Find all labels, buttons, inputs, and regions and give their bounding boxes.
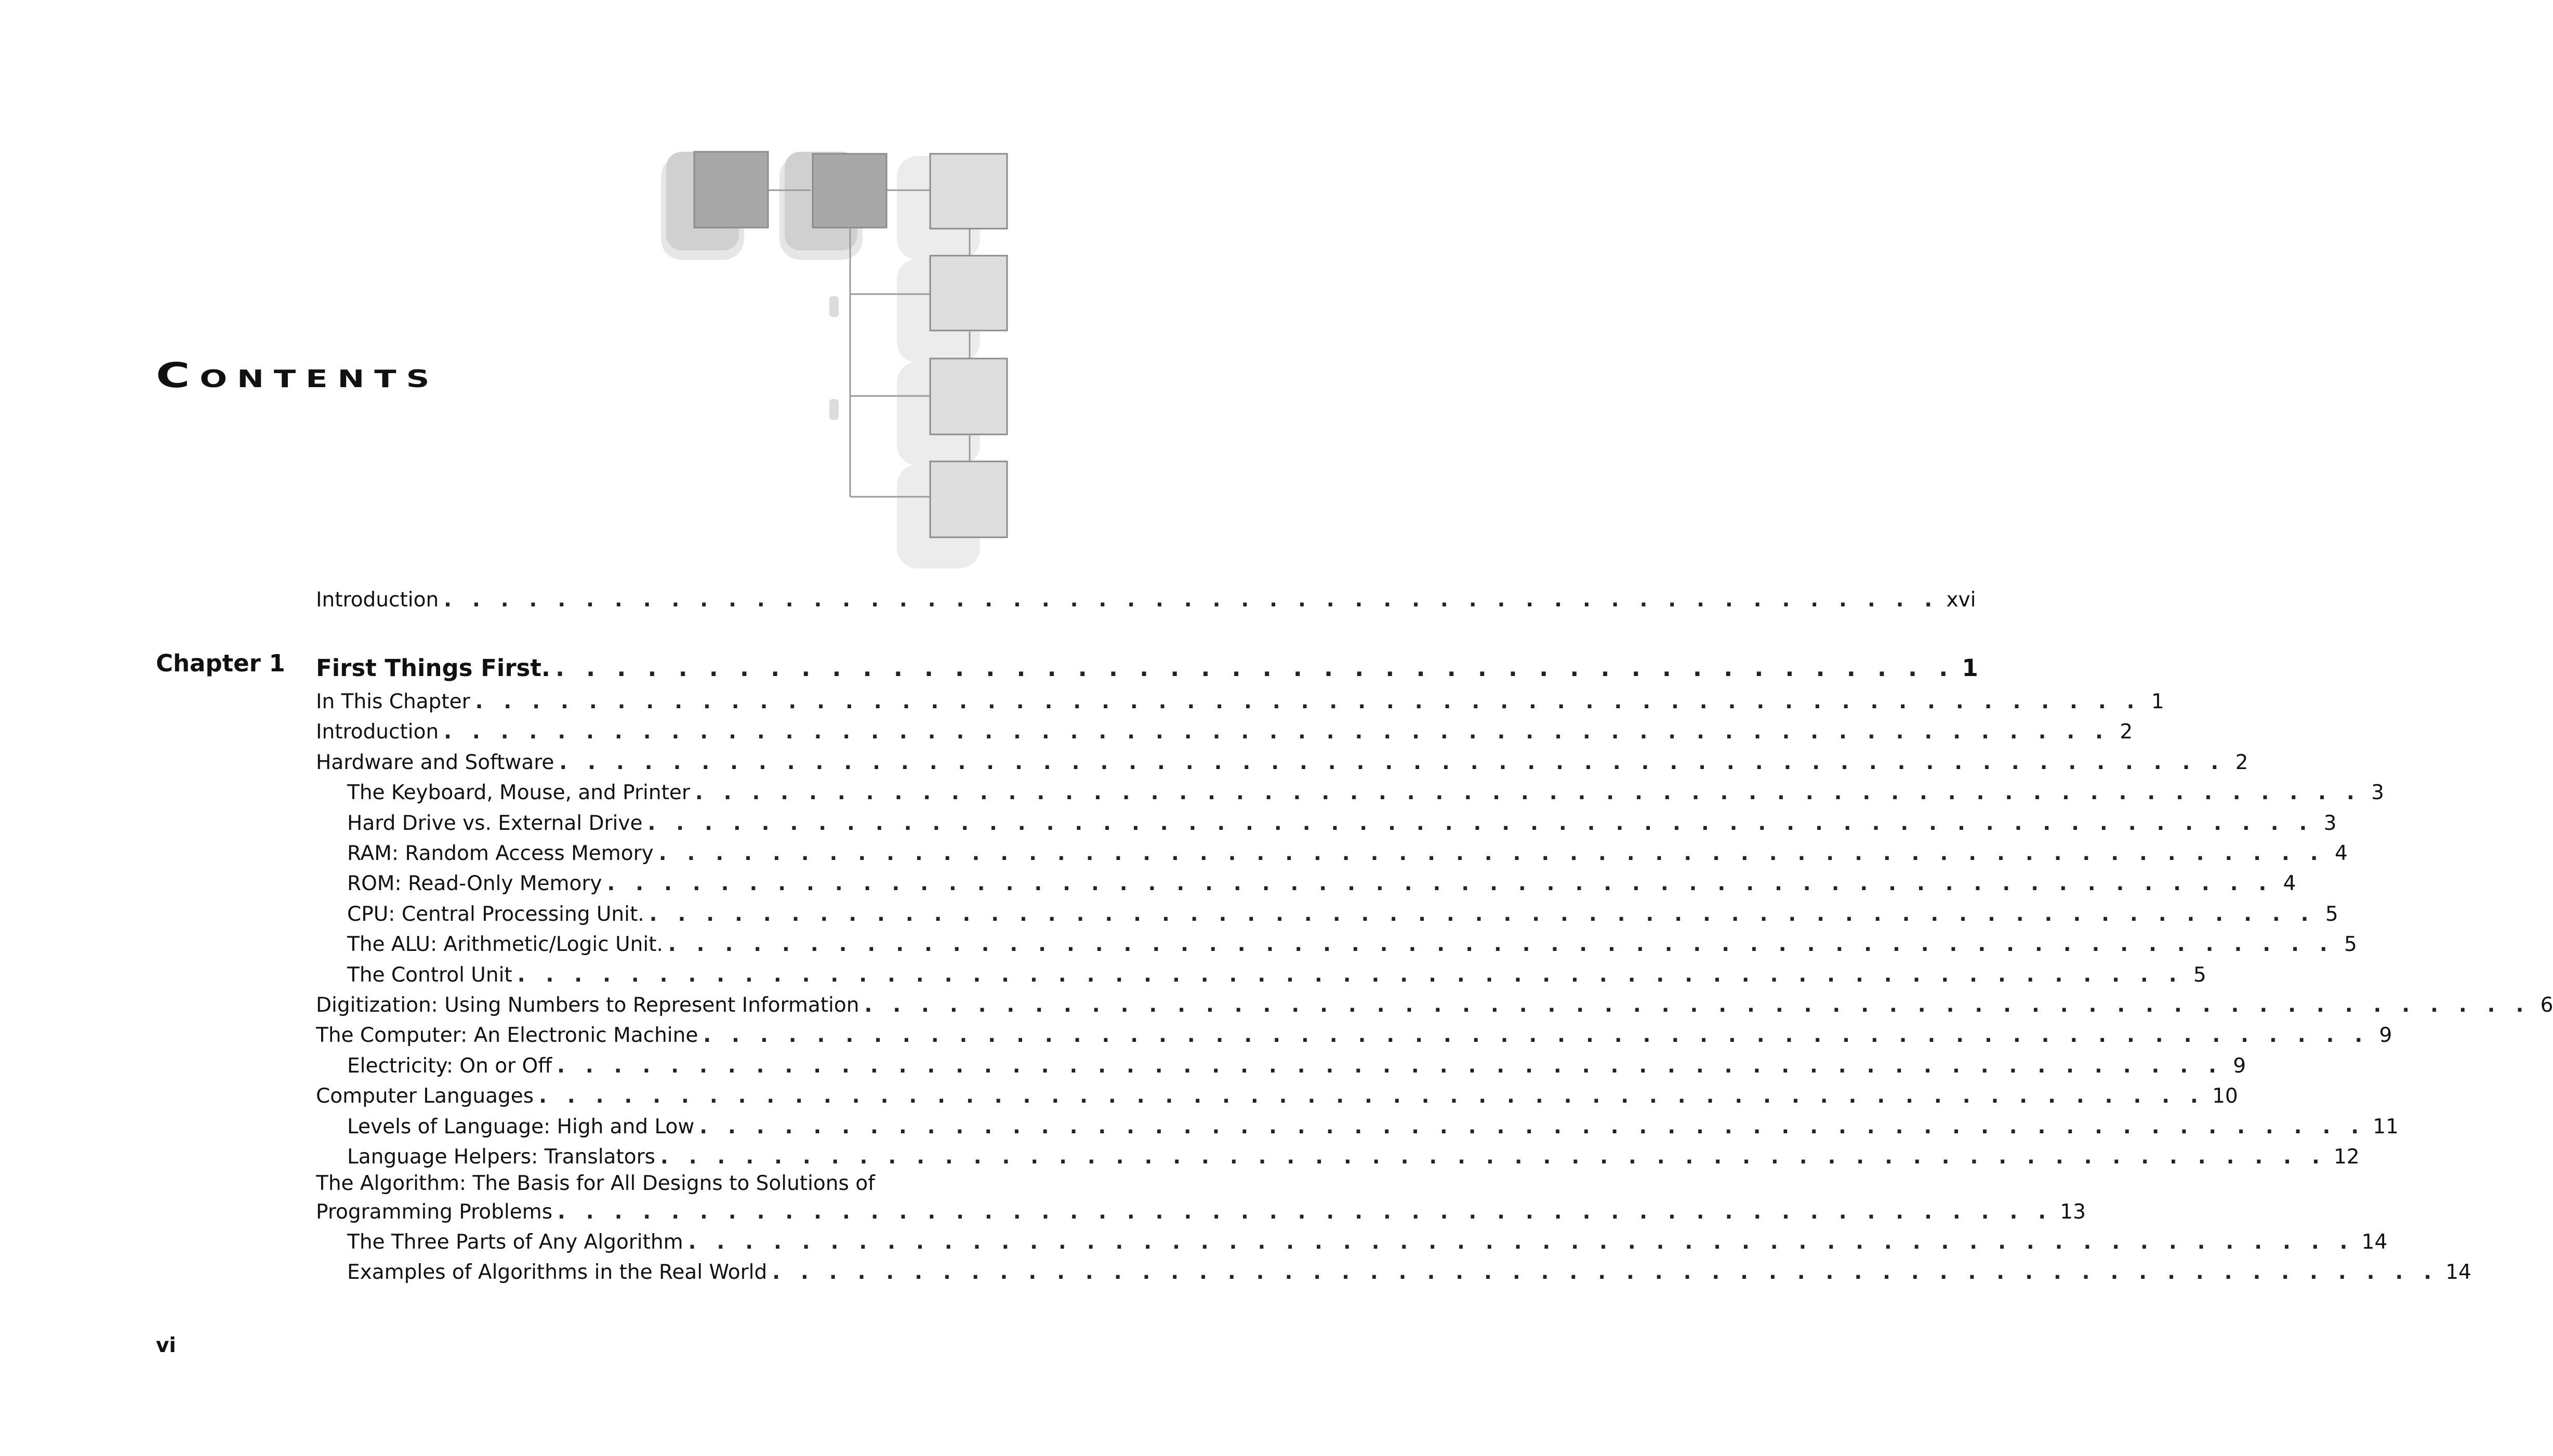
toc-page-number: 3: [2371, 781, 2384, 804]
toc-page-number: 6: [2540, 994, 2553, 1017]
toc-entry-title: CPU: Central Processing Unit.: [347, 903, 644, 926]
toc-entry-title: The Computer: An Electronic Machine: [316, 1024, 698, 1047]
toc-entry-3[interactable]: [316, 746, 2248, 774]
light-box-3: [930, 359, 1007, 434]
toc-entry-algorithm-line1[interactable]: The Algorithm: The Basis for All Designs to Solutions of: [316, 1172, 875, 1195]
toc-entry-6[interactable]: [347, 837, 2348, 865]
dot-leader: . . . . . . . . . . . . . . . . . . . . . . . . . . . . . . . . . . . . . . . . . . . . . .: [555, 654, 1955, 682]
toc-entry-7[interactable]: [347, 867, 2296, 895]
toc-entry-title: Programming Problems: [316, 1200, 553, 1224]
dot-leader: . . . . . . . . . . . . . . . . . . . . . . . . . . . . . . . . . . . . . . . . . . . . . . . . . . . . . . . . . . .: [557, 1054, 2224, 1078]
toc-page-number: 1: [2151, 690, 2164, 713]
toc-page-number: 5: [2344, 933, 2357, 956]
dot-leader: . . . . . . . . . . . . . . . . . . . . . . . . . . . . . . . . . . . . . . . . . . . . . . . . . . . . . . . . . . .: [658, 842, 2325, 865]
page-title: Contents: [156, 355, 440, 395]
dot-leader: . . . . . . . . . . . . . . . . . . . . . . . . . . . . . . . . . . . . . . . . . . . . . . . . . . . . . . . . . . .: [607, 872, 2273, 895]
toc-entry-9[interactable]: [347, 928, 2357, 956]
dot-leader: . . . . . . . . . . . . . . . . . . . . . . . . . . . . . . . . . . . . . . . . . . . . . . . . . . . . . . . . . . .: [647, 812, 2314, 835]
toc-page-number: 3: [2323, 812, 2337, 835]
toc-page-number: xvi: [1946, 588, 1976, 612]
toc-page-number: 14: [2445, 1261, 2471, 1284]
toc-entry-title: The Three Parts of Any Algorithm: [347, 1230, 683, 1254]
dot-leader: . . . . . . . . . . . . . . . . . . . . . . . . . . . . . . . . . . . . . . . . . . . . . . . . . . . . . . . . . . .: [559, 751, 2226, 774]
toc-entry-14[interactable]: [316, 1079, 2238, 1108]
toc-entry-title: The Keyboard, Mouse, and Printer: [347, 781, 690, 804]
light-box-2: [930, 256, 1007, 330]
chapter-title: First Things First.: [316, 654, 550, 682]
toc-entry-algorithm-sub-1[interactable]: [347, 1225, 2388, 1254]
toc-chapter-title[interactable]: [316, 648, 1978, 682]
toc-entry-12[interactable]: [316, 1018, 2392, 1047]
dot-leader: . . . . . . . . . . . . . . . . . . . . . . . . . . . . . . . . . . . . . . . . . . . . . . . . . . . . . . . . . . .: [772, 1261, 2439, 1284]
chapter-label: Chapter 1: [156, 650, 285, 677]
toc-entry-algorithm[interactable]: [316, 1195, 2086, 1224]
toc-entry-title: Hard Drive vs. External Drive: [347, 812, 643, 835]
toc-entry-title: Levels of Language: High and Low: [347, 1115, 695, 1139]
toc-page-number: 9: [2233, 1054, 2246, 1078]
toc-page-number: 12: [2333, 1145, 2360, 1169]
chapter-page-number: 1: [1962, 654, 1978, 682]
dot-leader: . . . . . . . . . . . . . . . . . . . . . . . . . . . . . . . . . . . . . . . . . . . . . . . . . . . . . . . . . . .: [703, 1024, 2370, 1047]
toc-entry-title: Electricity: On or Off: [347, 1054, 552, 1078]
toc-page-number: 5: [2193, 963, 2206, 987]
toc-page-number: 10: [2212, 1084, 2238, 1108]
toc-entry-title: Introduction: [316, 720, 439, 744]
toc-entry-16[interactable]: [347, 1140, 2360, 1169]
toc-entry-title: The Control Unit: [347, 963, 512, 987]
toc-entry-8[interactable]: [347, 897, 2338, 926]
toc-page-number: 2: [2235, 751, 2248, 774]
dot-leader: . . . . . . . . . . . . . . . . . . . . . . . . . . . . . . . . . . . . . . . . . . . . . . . . . . . . . . . . . . .: [444, 720, 2110, 744]
toc-entry-1[interactable]: [316, 685, 2164, 713]
toc-entry-algorithm-sub-2[interactable]: [347, 1255, 2471, 1284]
toc-page-number: 2: [2120, 720, 2133, 744]
light-box-4: [930, 461, 1007, 537]
toc-entry-title: Computer Languages: [316, 1084, 534, 1108]
dot-leader: . . . . . . . . . . . . . . . . . . . . . . . . . . . . . . . . . . . . . . . . . . . . . . . . . . . . .: [558, 1200, 2053, 1224]
dot-leader: . . . . . . . . . . . . . . . . . . . . . . . . . . . . . . . . . . . . . . . . . . . . . . . . . . . . . . . . . . .: [539, 1084, 2205, 1108]
toc-entry-5[interactable]: [347, 806, 2337, 835]
toc-page-number: 5: [2325, 903, 2338, 926]
toc-entry-title: ROM: Read-Only Memory: [347, 872, 602, 895]
dot-leader: . . . . . . . . . . . . . . . . . . . . . . . . . . . . . . . . . . . . . . . . . . . . . . . . . . . . . . . . . . .: [695, 781, 2361, 804]
toc-entry-title: RAM: Random Access Memory: [347, 842, 654, 865]
dot-leader: . . . . . . . . . . . . . . . . . . . . . . . . . . . . . . . . . . . . . . . . . . . . . . . . . . . . . . . . . . .: [688, 1230, 2354, 1254]
org-chart-decoration: [660, 145, 1018, 577]
toc-entry-title: Examples of Algorithms in the Real World: [347, 1261, 768, 1284]
dark-box-1: [694, 152, 768, 228]
toc-page-number: 11: [2373, 1115, 2399, 1139]
toc-entry-11[interactable]: [316, 988, 2553, 1017]
toc-page-number: 13: [2060, 1200, 2086, 1224]
dark-box-2: [813, 154, 887, 228]
dot-leader: . . . . . . . . . . . . . . . . . . . . . . . . . . . . . . . . . . . . . . . . . . . . . . . . . . . . . . . . . . .: [517, 963, 2184, 987]
toc-entry-title: Introduction: [316, 588, 439, 612]
toc-entry-13[interactable]: [347, 1049, 2246, 1078]
dot-leader: . . . . . . . . . . . . . . . . . . . . . . . . . . . . . . . . . . . . . . . . . . . . . . . . . . . . . . . . . . .: [649, 903, 2316, 926]
toc-entry-2[interactable]: [316, 715, 2133, 744]
light-box-1: [930, 154, 1007, 229]
toc-page-number: 4: [2283, 872, 2296, 895]
toc-page-number: 9: [2379, 1024, 2392, 1047]
dot-leader: . . . . . . . . . . . . . . . . . . . . . . . . . . . . . . . . . . . . . . . . . . . . . . . . . . . . . . . . . . .: [668, 933, 2334, 956]
toc-entry-4[interactable]: [347, 776, 2384, 804]
toc-entry-introduction-front[interactable]: [316, 583, 1976, 612]
toc-entry-title: In This Chapter: [316, 690, 470, 713]
toc-page-number: 14: [2361, 1230, 2388, 1254]
toc-entry-title: The ALU: Arithmetic/Logic Unit.: [347, 933, 663, 956]
toc-entry-title: Digitization: Using Numbers to Represent Information: [316, 994, 859, 1017]
toc-page-number: 4: [2334, 842, 2348, 865]
toc-entry-title: Language Helpers: Translators: [347, 1145, 655, 1169]
toc-entry-15[interactable]: [347, 1110, 2399, 1139]
dot-leader: . . . . . . . . . . . . . . . . . . . . . . . . . . . . . . . . . . . . . . . . . . . . . . . . . . . . . . . . . . .: [864, 994, 2531, 1017]
dot-leader: . . . . . . . . . . . . . . . . . . . . . . . . . . . . . . . . . . . . . . . . . . . . . . . . . . . . . . . . . . .: [475, 690, 2141, 713]
dot-leader: . . . . . . . . . . . . . . . . . . . . . . . . . . . . . . . . . . . . . . . . . . . . . . . . . . . . . . . . . . .: [699, 1115, 2366, 1139]
dot-leader: . . . . . . . . . . . . . . . . . . . . . . . . . . . . . . . . . . . . . . . . . . . . . . . . . . . . . . . . . . .: [660, 1145, 2326, 1169]
dot-leader: . . . . . . . . . . . . . . . . . . . . . . . . . . . . . . . . . . . . . . . . . . . . . . . . . . . . .: [444, 588, 1939, 612]
page-folio: vi: [156, 1334, 176, 1357]
toc-entry-10[interactable]: [347, 958, 2206, 987]
toc-entry-title: Hardware and Software: [316, 751, 554, 774]
